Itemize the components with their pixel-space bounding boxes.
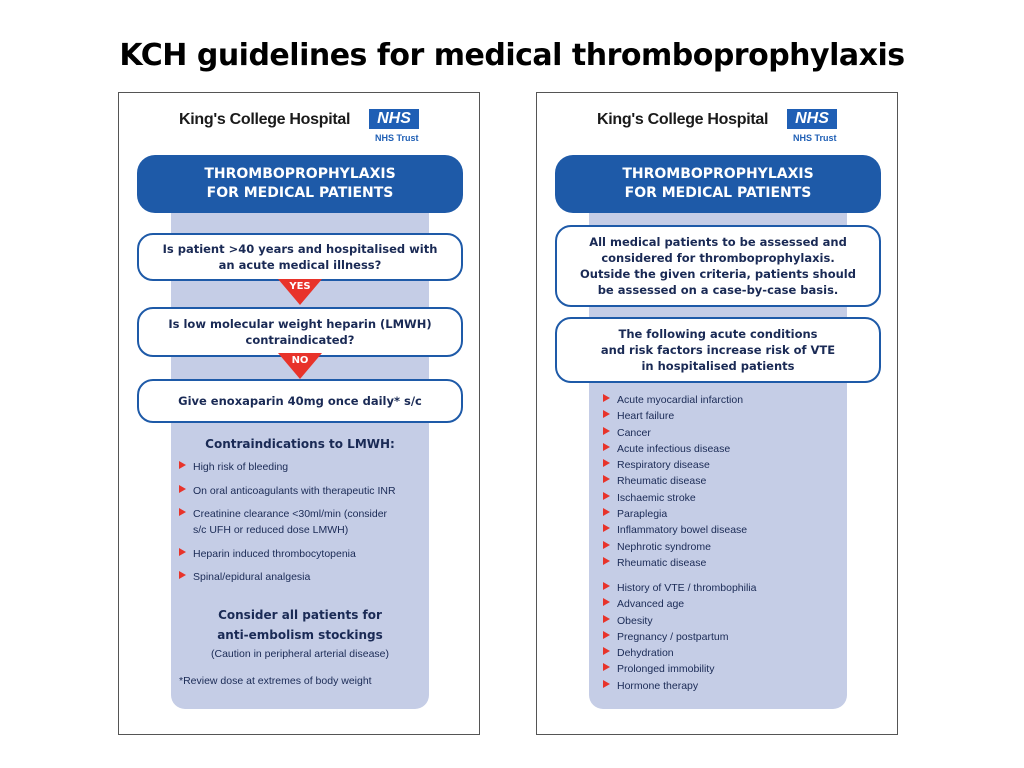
nhs-trust-label: NHS Trust bbox=[375, 133, 419, 143]
hospital-name: King's College Hospital bbox=[597, 111, 769, 128]
bubble-line: and risk factors increase risk of VTE bbox=[600, 343, 836, 357]
bullet-icon bbox=[603, 508, 610, 516]
list-item: History of VTE / thrombophilia bbox=[603, 580, 843, 596]
bullet-icon bbox=[603, 631, 610, 639]
bubble-line: Outside the given criteria, patients should bbox=[580, 267, 856, 281]
review-dose-note: *Review dose at extremes of body weight bbox=[179, 675, 372, 687]
bullet-icon bbox=[603, 394, 610, 402]
bullet-icon bbox=[179, 548, 186, 556]
list-item: Rheumatic disease bbox=[603, 555, 843, 571]
list-item: Pregnancy / postpartum bbox=[603, 629, 843, 645]
list-item: Heparin induced thrombocytopenia bbox=[179, 546, 429, 562]
list-item: Respiratory disease bbox=[603, 457, 843, 473]
bullet-icon bbox=[603, 541, 610, 549]
hospital-name: King's College Hospital bbox=[179, 111, 351, 128]
risk-factors-list bbox=[603, 580, 843, 694]
banner-line: THROMBOPROPHYLAXIS bbox=[622, 166, 814, 182]
bullet-icon bbox=[179, 508, 186, 516]
bullet-icon bbox=[603, 443, 610, 451]
yes-label: YES bbox=[289, 281, 311, 292]
bullet-icon bbox=[603, 475, 610, 483]
acute-conditions-list bbox=[603, 392, 843, 571]
nhs-logo: NHS bbox=[787, 109, 837, 129]
bubble-line: The following acute conditions bbox=[618, 327, 818, 341]
title-banner bbox=[555, 155, 881, 213]
list-item: Heart failure bbox=[603, 408, 843, 424]
assessment-bubble bbox=[555, 225, 881, 307]
bullet-icon bbox=[603, 663, 610, 671]
bullet-icon bbox=[603, 582, 610, 590]
bullet-icon bbox=[179, 485, 186, 493]
banner-line: THROMBOPROPHYLAXIS bbox=[204, 166, 396, 182]
bullet-icon bbox=[603, 647, 610, 655]
slide-title: KCH guidelines for medical thromboprophylaxis bbox=[119, 38, 905, 73]
stockings-line: anti-embolism stockings bbox=[217, 628, 383, 642]
bullet-icon bbox=[179, 461, 186, 469]
bubble-line: an acute medical illness? bbox=[218, 258, 382, 272]
list-item: Obesity bbox=[603, 613, 843, 629]
no-label: NO bbox=[291, 355, 309, 366]
list-item: Nephrotic syndrome bbox=[603, 539, 843, 555]
bubble-line: contraindicated? bbox=[245, 333, 355, 347]
list-item: Acute myocardial infarction bbox=[603, 392, 843, 408]
bubble-line: in hospitalised patients bbox=[641, 359, 795, 373]
nhs-trust-label: NHS Trust bbox=[793, 133, 837, 143]
list-item: On oral anticoagulants with therapeutic INR bbox=[179, 483, 429, 499]
list-item: Prolonged immobility bbox=[603, 661, 843, 677]
list-item: Paraplegia bbox=[603, 506, 843, 522]
bubble-line: Is low molecular weight heparin (LMWH) bbox=[168, 317, 432, 331]
risk-factors-card bbox=[536, 92, 898, 735]
contraindications-list bbox=[179, 459, 429, 593]
bullet-icon bbox=[603, 492, 610, 500]
banner-line: FOR MEDICAL PATIENTS bbox=[624, 185, 812, 201]
bullet-icon bbox=[603, 524, 610, 532]
bubble-line: All medical patients to be assessed and bbox=[589, 235, 847, 249]
list-item: Hormone therapy bbox=[603, 678, 843, 694]
list-item: Cancer bbox=[603, 425, 843, 441]
stockings-line: Consider all patients for bbox=[218, 608, 382, 622]
list-item: Spinal/epidural analgesia bbox=[179, 569, 429, 585]
list-item: Inflammatory bowel disease bbox=[603, 522, 843, 538]
bullet-icon bbox=[179, 571, 186, 579]
enoxaparin-action-bubble bbox=[137, 379, 463, 423]
bullet-icon bbox=[603, 598, 610, 606]
list-item: Creatinine clearance <30ml/min (consider s/c UFH or reduced dose LMWH) bbox=[179, 506, 429, 538]
list-item: Rheumatic disease bbox=[603, 473, 843, 489]
list-item: Dehydration bbox=[603, 645, 843, 661]
bullet-icon bbox=[603, 410, 610, 418]
bubble-line: be assessed on a case-by-case basis. bbox=[597, 283, 839, 297]
flowchart-card bbox=[118, 92, 480, 735]
list-item: Acute infectious disease bbox=[603, 441, 843, 457]
title-banner bbox=[137, 155, 463, 213]
list-item: High risk of bleeding bbox=[179, 459, 429, 475]
action-text: Give enoxaparin 40mg once daily* s/c bbox=[178, 394, 422, 408]
contraindications-heading: Contraindications to LMWH: bbox=[205, 437, 395, 451]
bubble-line: Is patient >40 years and hospitalised with bbox=[162, 242, 438, 256]
bubble-line: considered for thromboprophylaxis. bbox=[601, 251, 835, 265]
banner-line: FOR MEDICAL PATIENTS bbox=[206, 185, 394, 201]
bullet-icon bbox=[603, 615, 610, 623]
nhs-logo: NHS bbox=[369, 109, 419, 129]
list-item: Advanced age bbox=[603, 596, 843, 612]
caution-note: (Caution in peripheral arterial disease) bbox=[210, 648, 389, 660]
bullet-icon bbox=[603, 427, 610, 435]
bullet-icon bbox=[603, 680, 610, 688]
question-age-bubble bbox=[137, 233, 463, 281]
hospital-header bbox=[597, 107, 837, 147]
hospital-header bbox=[179, 107, 419, 147]
risk-intro-bubble bbox=[555, 317, 881, 383]
list-item-continuation: s/c UFH or reduced dose LMWH) bbox=[193, 524, 349, 536]
bullet-icon bbox=[603, 459, 610, 467]
question-lmwh-bubble bbox=[137, 307, 463, 357]
stockings-note bbox=[171, 605, 429, 645]
bullet-icon bbox=[603, 557, 610, 565]
list-item: Ischaemic stroke bbox=[603, 490, 843, 506]
